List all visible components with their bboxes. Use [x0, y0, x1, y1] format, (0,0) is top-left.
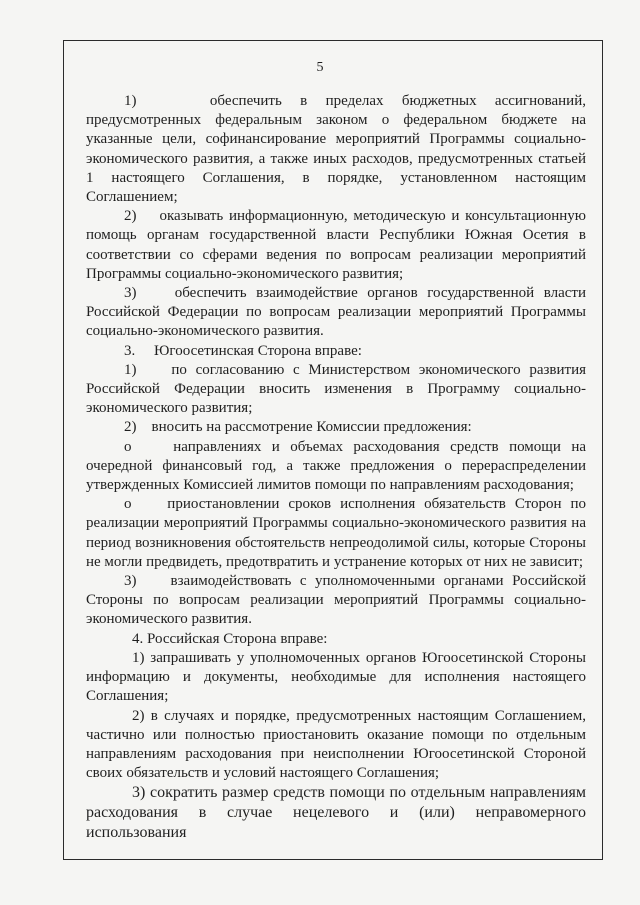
paragraph-3: 3) обеспечить взаимодействие органов государственной власти Российской Федерации по вопросам реализации мероприятий Программы социально-экономического развития.	[86, 285, 586, 340]
paragraph-5: 1) по согласованию с Министерством экономического развития Российской Федерации вносить изменения в Программу социально-экономического развития;	[86, 361, 586, 417]
paragraph-10: 4. Российская Сторона вправе:	[132, 630, 328, 647]
paragraph-1: 1) обеспечить в пределах бюджетных ассигнований, предусмотренных федеральным законом о федеральном бюджете на указанные цели, софинансирование мероприятий Программы социально-экономического развития, а также иных расходов, предусмотренных статьей 1 настоящего Соглашения, в порядке, установленном настоящим Соглашением;	[86, 93, 586, 206]
paragraph-4: 3. Югоосетинская Сторона вправе:	[124, 342, 362, 359]
paragraph-2: 2) оказывать информационную, методическую и консультационную помощь органам государственной власти Республики Южная Осетия в соответствии со сферами ведения по вопросам реализации мероприятий Программы социально-экономического развития;	[86, 208, 586, 282]
paragraph-7: о направлениях и объемах расходования средств помощи на очередной финансовый год, а также предложения о перераспределении утвержденных Комиссией лимитов помощи по направлениям расходования;	[86, 438, 586, 494]
document-body	[86, 92, 586, 843]
paragraph-11: 1) запрашивать у уполномоченных органов Югоосетинской Стороны информацию и документы, необходимые для исполнения настоящего Соглашения;	[86, 649, 586, 705]
paragraph-13: 3) сократить размер средств помощи по отдельным направлениям расходования в случае нецелевого и (или) неправомерного использования	[86, 784, 586, 842]
page-number: 5	[316, 60, 324, 75]
paragraph-9: 3) взаимодействовать с уполномоченными органами Российской Стороны по вопросам реализации мероприятий Программы социально-экономического развития.	[86, 573, 586, 628]
paragraph-6: 2) вносить на рассмотрение Комиссии предложения:	[124, 419, 472, 436]
paragraph-8: о приостановлении сроков исполнения обязательств Сторон по реализации мероприятий Программы социально-экономического развития на период возникновения обстоятельств непреодолимой силы, которые Стороны не могли предвидеть, предотвратить и устранение которых от них не зависит;	[86, 496, 586, 570]
paragraph-12: 2) в случаях и порядке, предусмотренных настоящим Соглашением, частично или полностью приостановить оказание помощи по отдельным направлениям расходования при неисполнении Югоосетинской Стороной своих обязательств и условий настоящего Соглашения;	[86, 707, 586, 782]
